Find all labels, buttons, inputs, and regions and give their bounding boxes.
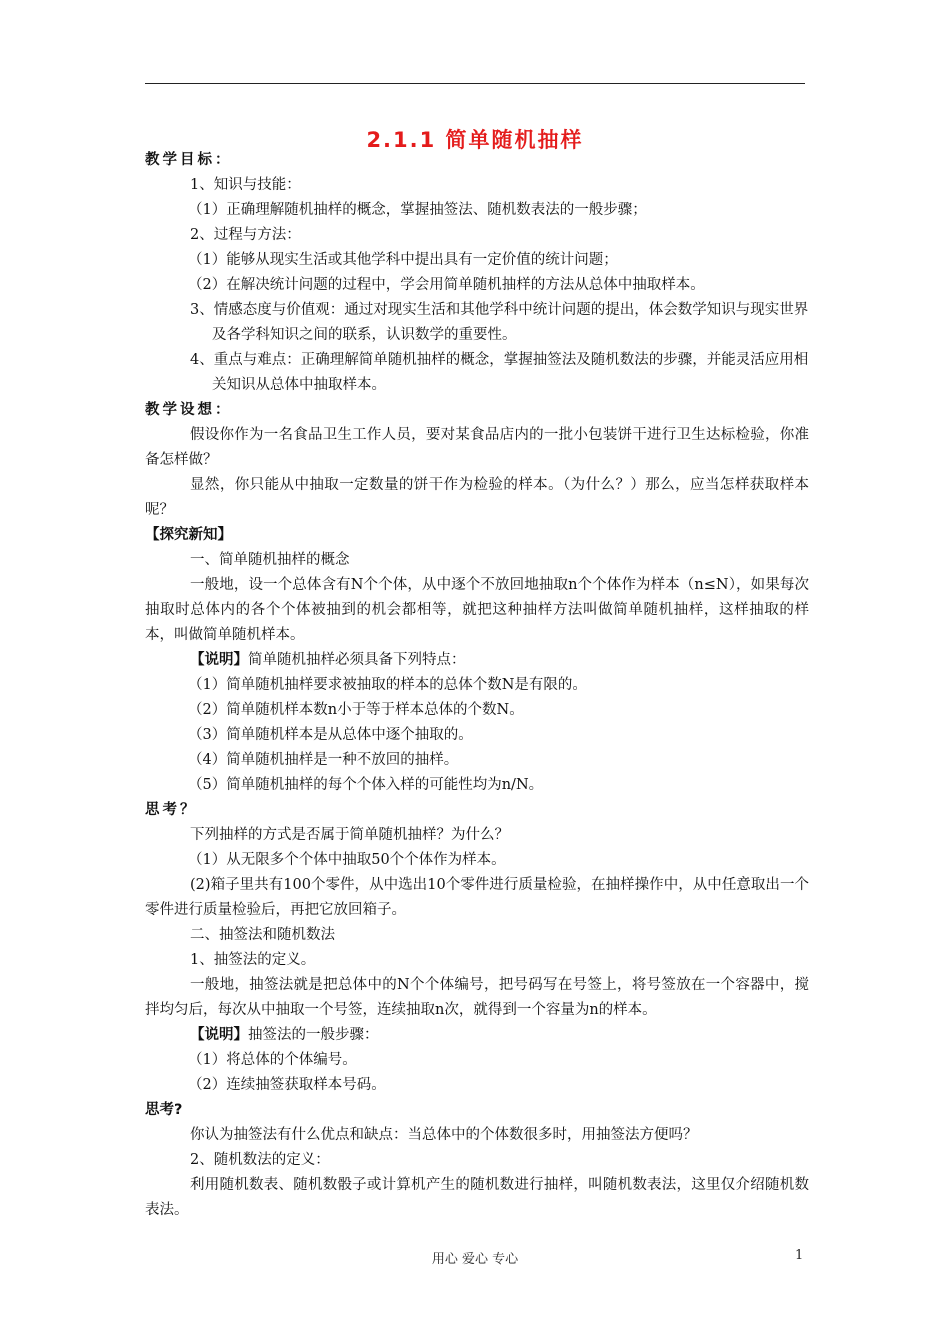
note-label: 【说明】: [190, 1027, 248, 1043]
note-text: 简单随机抽样必须具备下列特点：: [248, 652, 466, 668]
feature-2: （2）简单随机样本数n小于等于样本总体的个数N。: [188, 702, 524, 718]
concept-title: 一、简单随机抽样的概念: [190, 552, 350, 568]
section-heading-design: 教学设想：: [145, 402, 233, 418]
design-paragraph-2: 显然，你只能从中抽取一定数量的饼干作为检验的样本。（为什么？）那么，应当怎样获取样本呢？: [145, 477, 809, 518]
document-body: [145, 148, 809, 1223]
random-number-definition: 利用随机数表、随机数骰子或计算机产生的随机数进行抽样，叫随机数表法，这里仅介绍随机数表法。: [145, 1177, 809, 1218]
footer-motto: 用心 爱心 专心: [431, 1252, 519, 1267]
lottery-definition-title: 1、抽签法的定义。: [190, 952, 316, 968]
think-question-2: 你认为抽签法有什么优点和缺点：当总体中的个体数很多时，用抽签法方便吗？: [190, 1127, 698, 1143]
header-rule: [145, 83, 805, 84]
feature-3: （3）简单随机样本是从总体中逐个抽取的。: [188, 727, 473, 743]
think-heading-1: 思考？: [145, 802, 198, 818]
goal-focus: 4、重点与难点：正确理解简单随机抽样的概念，掌握抽签法及随机数法的步骤，并能灵活应用相关知识从总体中抽取样本。: [190, 352, 809, 393]
lottery-step-2: （2）连续抽签获取样本号码。: [188, 1077, 386, 1093]
note-text: 抽签法的一般步骤：: [248, 1027, 379, 1043]
think-case-1: （1）从无限多个个体中抽取50个个体作为样本。: [188, 852, 506, 868]
section-heading-goals: 教学目标：: [145, 152, 233, 168]
section-heading-explore: 【探究新知】: [145, 527, 232, 543]
feature-5: （5）简单随机抽样的每个个体入样的可能性均为n/N。: [188, 777, 544, 793]
lottery-definition: 一般地，抽签法就是把总体中的N个个体编号，把号码写在号签上，将号签放在一个容器中，搅拌均匀后，每次从中抽取一个号签，连续抽取n次，就得到一个容量为n的样本。: [145, 977, 809, 1018]
page-title: 2.1.1 简单随机抽样: [366, 128, 584, 152]
think-heading-2: 思考?: [145, 1102, 183, 1118]
goal-emotion: 3、情感态度与价值观：通过对现实生活和其他学科中统计问题的提出，体会数学知识与现实世界及各学科知识之间的联系，认识数学的重要性。: [190, 302, 809, 343]
page-number: 1: [795, 1248, 804, 1263]
lottery-step-1: （1）将总体的个体编号。: [188, 1052, 357, 1068]
goal-process-item-2: （2）在解决统计问题的过程中，学会用简单随机抽样的方法从总体中抽取样本。: [188, 277, 705, 293]
design-paragraph-1: 假设你作为一名食品卫生工作人员，要对某食品店内的一批小包装饼干进行卫生达标检验，你准备怎样做？: [145, 427, 809, 468]
lottery-section-title: 二、抽签法和随机数法: [190, 927, 335, 943]
note-label: 【说明】: [190, 652, 248, 668]
goal-process-title: 2、过程与方法：: [190, 227, 301, 243]
goal-knowledge-title: 1、知识与技能：: [190, 177, 301, 193]
feature-4: （4）简单随机抽样是一种不放回的抽样。: [188, 752, 459, 768]
feature-1: （1）简单随机抽样要求被抽取的样本的总体个数N是有限的。: [188, 677, 587, 693]
goal-knowledge-item: （1）正确理解随机抽样的概念，掌握抽签法、随机数表法的一般步骤；: [188, 202, 647, 218]
goal-process-item-1: （1）能够从现实生活或其他学科中提出具有一定价值的统计问题；: [188, 252, 618, 268]
lottery-note: [145, 1023, 809, 1048]
random-number-title: 2、随机数法的定义：: [190, 1152, 330, 1168]
think-question: 下列抽样的方式是否属于简单随机抽样？为什么？: [190, 827, 509, 843]
concept-paragraph: 一般地，设一个总体含有N个个体，从中逐个不放回地抽取n个个体作为样本（n≤N），如果每次抽取时总体内的各个个体被抽到的机会都相等，就把这种抽样方法叫做简单随机抽样，这样抽取的样本，叫做简单随机样本。: [145, 577, 809, 643]
think-case-2: (2)箱子里共有100个零件，从中选出10个零件进行质量检验，在抽样操作中，从中任意取出一个零件进行质量检验后，再把它放回箱子。: [145, 877, 809, 918]
concept-note: [145, 648, 809, 673]
